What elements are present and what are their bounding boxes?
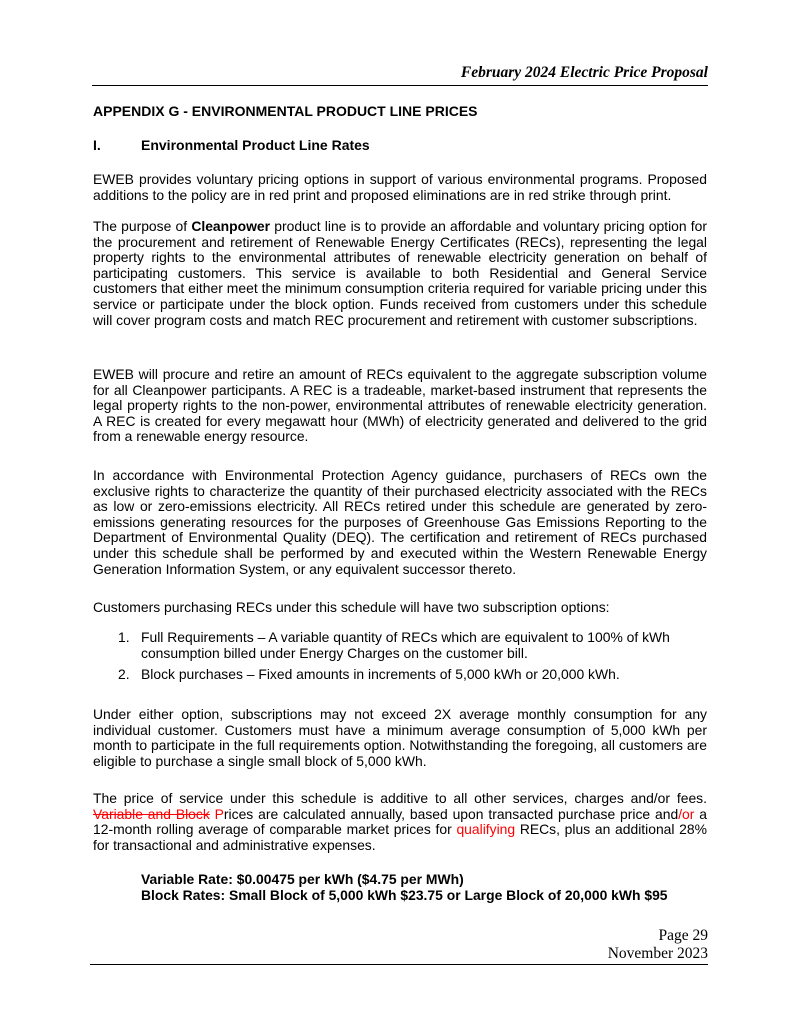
- list-item: [118, 667, 708, 683]
- intro-paragraph: EWEB provides voluntary pricing options in support of various environmental programs. Proposed additions to the policy are in red print and proposed eliminations are in red strike through print.: [93, 171, 707, 203]
- block-rates: Block Rates: Small Block of 5,000 kWh $23.75 or Large Block of 20,000 kWh $95: [141, 886, 668, 903]
- price-part-3: a 12-month rolling average of comparable market prices for: [93, 805, 708, 838]
- page-header: [92, 64, 708, 86]
- limits-paragraph: Under either option, subscriptions may not exceed 2X average monthly consumption for any individual customer. Customers must have a minimum average consumption of 5,000 kWh per month to participate in the full requirements option. Notwithstanding the foregoing, all customers are eligible to purchase a single small block of 5,000 kWh.: [93, 706, 707, 769]
- procure-paragraph: EWEB will procure and retire an amount of RECs equivalent to the aggregate subscription volume for all Cleanpower participants. A REC is a tradeable, market-based instrument that represents the legal property rights to the non-power, environmental attributes of renewable electricity generation. A REC is created for every megawatt hour (MWh) of electricity generated and delivered to the grid from a renewable energy resource.: [93, 366, 707, 445]
- added-or: /or: [678, 805, 695, 822]
- list-item-number: 1.: [118, 629, 130, 645]
- page-number: Page 29: [658, 927, 708, 944]
- subscription-options-list: [118, 630, 708, 683]
- page-footer: [90, 927, 708, 965]
- section-heading: [93, 137, 370, 153]
- price-part-1: The price of service under this schedule is additive to all other services, charges and/or fees.: [93, 790, 707, 806]
- appendix-title: APPENDIX G - ENVIRONMENTAL PRODUCT LINE PRICES: [93, 103, 478, 119]
- price-part-4: RECs, plus an additional 28% for transactional and administrative expenses.: [93, 821, 707, 853]
- options-intro-paragraph: Customers purchasing RECs under this schedule will have two subscription options:: [93, 599, 610, 615]
- epa-paragraph: In accordance with Environmental Protection Agency guidance, purchasers of RECs own the exclusive rights to characterize the quantity of their purchased electricity associated with the RECs as low or zero-emissions electricity. All RECs retired under this schedule are generated by zero-emissions generating resources for the purposes of Greenhouse Gas Emissions Reporting to the Department of Environmental Quality (DEQ). The certification and retirement of RECs purchased under this schedule shall be performed by and executed within the Western Renewable Energy Generation Information System, or any equivalent successor thereto.: [93, 467, 707, 577]
- added-p: P: [214, 805, 224, 822]
- added-qualifying: qualifying: [456, 821, 516, 838]
- price-paragraph: [93, 791, 707, 853]
- list-item: [118, 630, 708, 661]
- purpose-rest: product line is to provide an affordable and voluntary pricing option for the procurement and retirement of Renewable Energy Certificates (RECs), representing the legal property rights to the environmental attributes of renewable electricity generation on behalf of participating customers. This service is available to both Residential and General Service customers that either meet the minimum consumption criteria required for variable pricing under this service or participate under the block option. Funds received from customers under this schedule will cover program costs and match REC procurement and retirement with customer subscriptions.: [93, 218, 708, 328]
- price-part-2: rices are calculated annually, based upon transacted purchase price and: [223, 805, 679, 822]
- list-item-text: Block purchases – Fixed amounts in increments of 5,000 kWh or 20,000 kWh.: [141, 666, 620, 683]
- section-title: Environmental Product Line Rates: [141, 137, 370, 153]
- variable-rate: Variable Rate: $0.00475 per kWh ($4.75 per MWh): [141, 871, 464, 887]
- list-item-number: 2.: [118, 666, 130, 683]
- struck-text: Variable and Block: [93, 805, 210, 822]
- header-title: February 2024 Electric Price Proposal: [460, 64, 708, 81]
- section-number: I.: [93, 137, 101, 153]
- purpose-prefix: The purpose of: [93, 218, 192, 234]
- cleanpower-bold: Cleanpower: [191, 218, 271, 234]
- rates-block: [141, 872, 668, 903]
- list-item-text: Full Requirements – A variable quantity of RECs which are equivalent to 100% of kWh consumption billed under Energy Charges on the customer bill.: [141, 629, 670, 661]
- footer-date: November 2023: [607, 945, 708, 962]
- purpose-paragraph: [93, 219, 707, 328]
